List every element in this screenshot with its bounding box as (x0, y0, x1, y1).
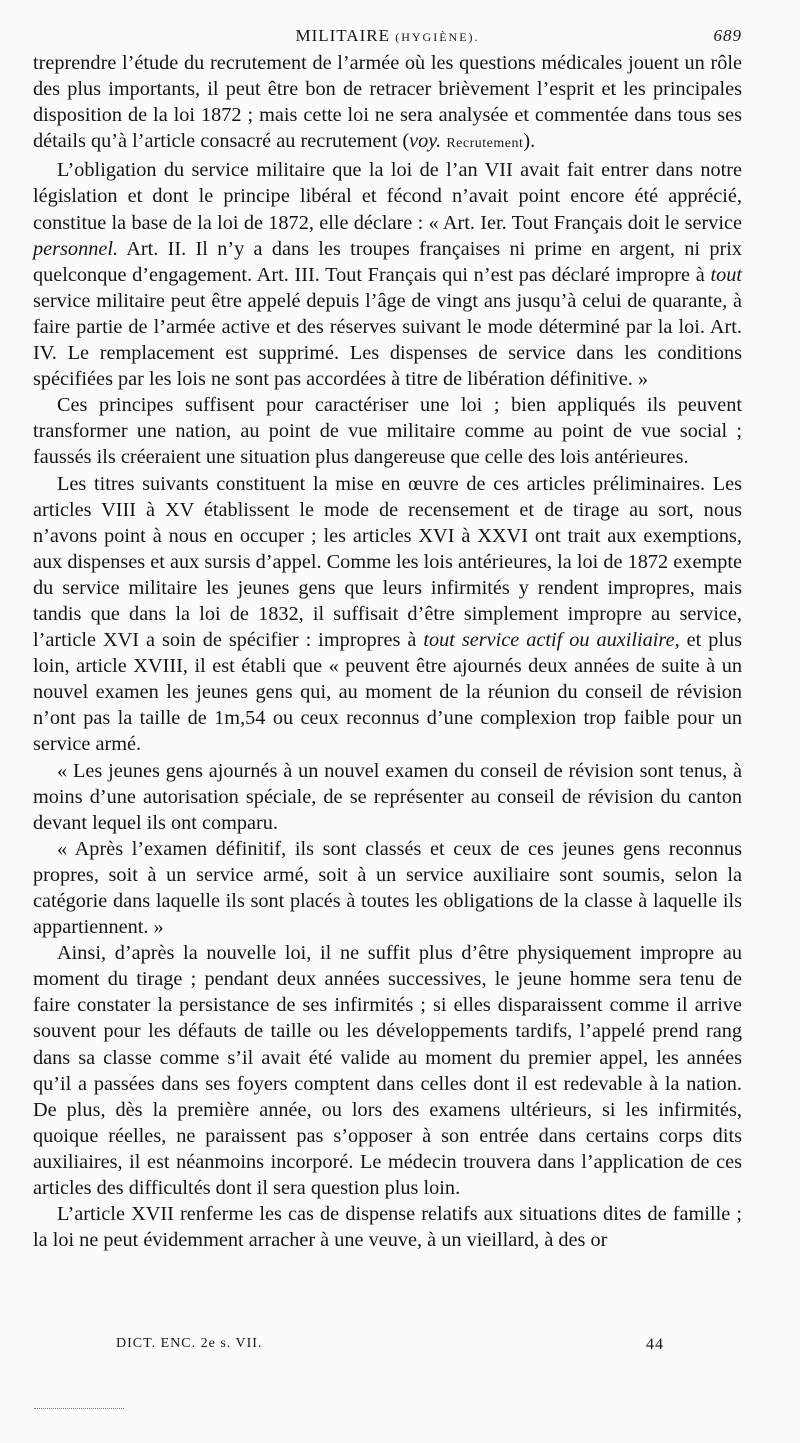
paragraph-3 (33, 392, 742, 470)
page-number: 689 (713, 26, 742, 45)
paragraph-5 (33, 758, 742, 836)
paragraph-text: L’article XVII renferme les cas de dispense relatifs aux situations dites de famille ; la loi ne peut évidemment arracher à une veuve, à un vieillard, à des or (33, 1203, 742, 1252)
running-title-sub: (HYGIÈNE). (395, 30, 480, 44)
printer-signature: DICT. ENC. 2e s. VII. (116, 1336, 263, 1351)
running-title (33, 26, 742, 46)
paragraph-1 (33, 50, 742, 157)
paragraph-2 (33, 157, 742, 392)
paragraph-4 (33, 471, 742, 758)
paragraph-8 (33, 1201, 742, 1253)
paragraph-text: L’obligation du service militaire que la loi de l’an VII avait fait entrer dans notre législation et dont le principe libéral et fécond n’avait point encore été apprécié, constitue la base de la loi de 1872, elle déclare : « Art. Ier. Tout Français doit le service (33, 159, 742, 234)
paragraph-text: « Les jeunes gens ajournés à un nouvel examen du conseil de révision sont tenus, à moins d’une autorisation spéciale, de se représenter au conseil de révision du canton devant lequel ils ont comparu. (33, 759, 742, 834)
paragraph-7 (33, 940, 742, 1201)
body-text (33, 50, 742, 1253)
paragraph-text: Art. II. Il n’y a dans les troupes françaises ni prime en argent, ni prix quelconque d’engagement. Art. III. Tout Français qui n’est pas déclaré impropre à (33, 237, 742, 286)
italic-word: tout (710, 263, 742, 286)
paragraph-text: « Après l’examen définitif, ils sont classés et ceux de ces jeunes gens reconnus propres, soit à un service armé, soit à un service auxiliaire sont soumis, selon la catégorie dans laquelle ils sont placés à toutes les obligations de la classe à laquelle ils appartiennent. » (33, 837, 742, 939)
paragraph-text: Ces principes suffisent pour caractériser une loi ; bien appliqués ils peuvent transformer une nation, au point de vue militaire comme au point de vue social ; faussés ils créeraient une situation plus dangereuse que celle des lois antérieures. (33, 394, 742, 469)
dotted-rule (34, 1408, 124, 1409)
italic-phrase: tout service actif ou auxiliaire, (423, 629, 680, 652)
cross-reference: Recrutement (446, 136, 524, 152)
paragraph-text: service militaire peut être appelé depuis l’âge de vingt ans jusqu’à celui de quarante, à faire partie de l’armée active et des réserves suivant le mode déterminé par la loi. Art. IV. Le remplacement est supprimé. Les dispenses de service dans les conditions spécifiées par les lois ne sont pas accordées à titre de libération définitive. » (33, 289, 742, 391)
italic-ref: voy. (409, 130, 442, 153)
paragraph-text: treprendre l’étude du recrutement de l’armée où les questions médicales jouent un rôle des plus importants, il peut être bon de retracer brièvement l’esprit et les principales disposition de la loi 1872 ; mais cette loi ne sera analysée et commentée dans tous ses détails qu’à l’article consacré au recrutement ( (33, 52, 742, 153)
page (33, 22, 742, 1253)
sheet-number: 44 (646, 1336, 664, 1353)
paragraph-6 (33, 836, 742, 940)
page-footer (116, 1336, 676, 1360)
paragraph-text: Ainsi, d’après la nouvelle loi, il ne suffit plus d’être physiquement impropre au moment du tirage ; pendant deux années successives, le jeune homme sera tenu de faire constater la persistance de ses infirmités ; si elles disparaissent comme il arrive souvent pour les défauts de taille ou les développements tardifs, l’appelé prend rang dans sa classe comme s’il avait été valide au moment du premier appel, les années qu’il a passées dans ses foyers comptent dans celles dont il est redevable à la nation. De plus, dès la première année, ou lors des examens ultérieurs, si les infirmités, quoique réelles, ne paraissent pas s’opposer à son entrée dans certains corps dits auxiliaires, il est néanmoins incorporé. Le médecin trouvera dans l’application de ces articles des difficultés dont il sera question plus loin. (33, 942, 742, 1200)
paragraph-text: et plus loin, article XVIII, il est établi que « peuvent être ajournés deux années de suite à un nouvel examen les jeunes gens qui, au moment de la réunion du conseil de révision n’ont pas la taille de 1m,54 ou ceux reconnus d’une complexion trop faible pour un service armé. (33, 629, 743, 756)
paragraph-text: Les titres suivants constituent la mise en œuvre de ces articles préliminaires. Les articles VIII à XV établissent le mode de recensement et de tirage au sort, nous n’avons point à nous en occuper ; les articles XVI à XXVI ont trait aux exemptions, aux dispenses et aux sursis d’appel. Comme les lois antérieures, la loi de 1872 exempte du service militaire les jeunes gens que leurs infirmités y rendent impropres, mais tandis que dans la loi de 1832, il suffisait d’être simplement impropre au service, l’article XVI a soin de spécifier : impropres à (33, 472, 742, 652)
running-title-main: MILITAIRE (295, 26, 390, 45)
paragraph-text: ). (523, 130, 536, 153)
running-head (33, 22, 742, 50)
italic-word: personnel. (33, 237, 119, 260)
